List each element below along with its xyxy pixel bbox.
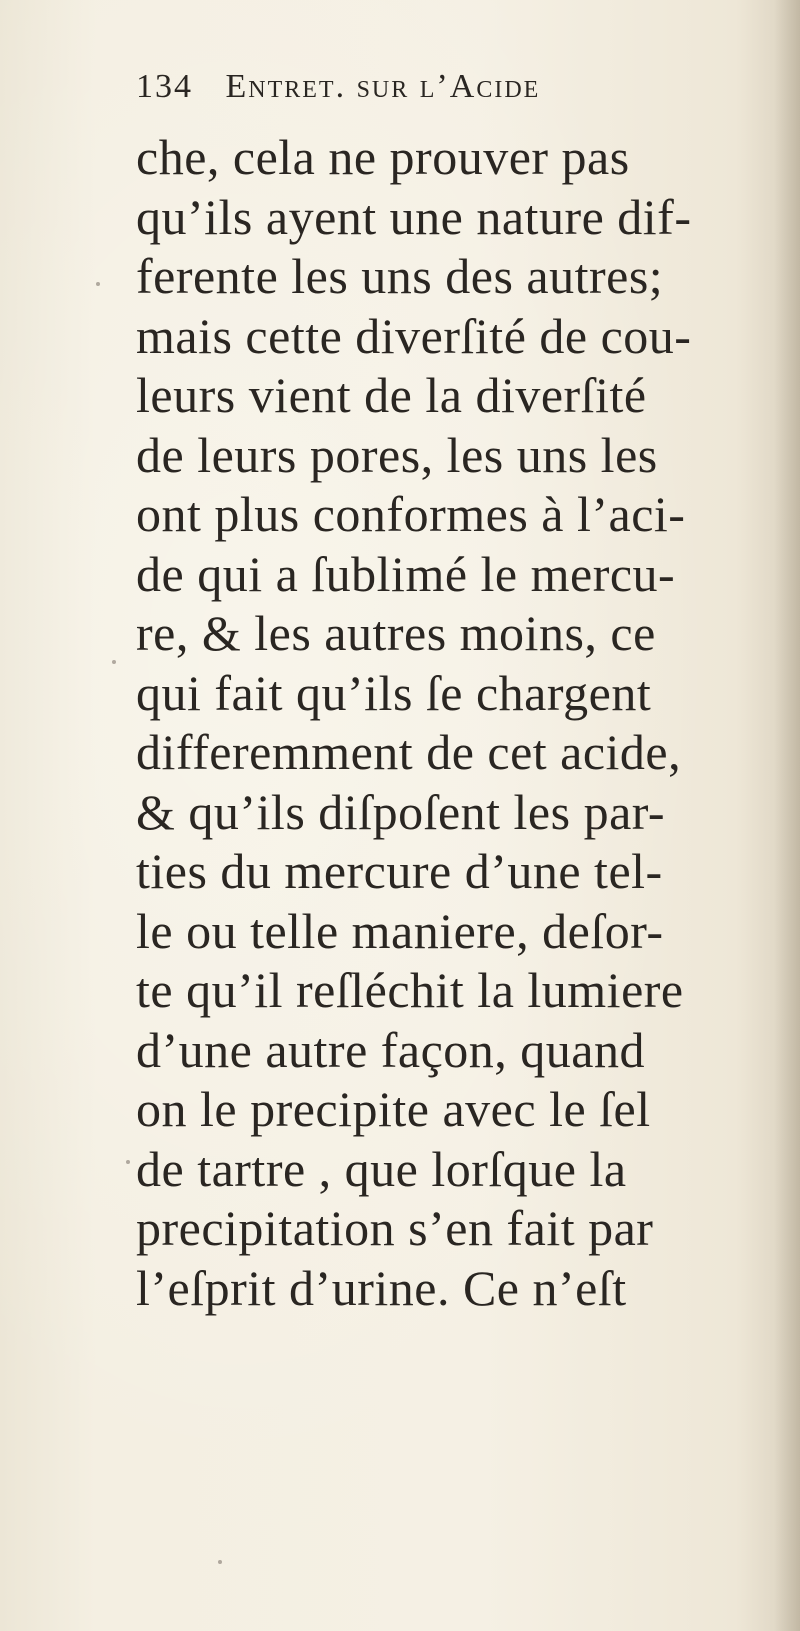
text-line: de leurs pores, les uns les <box>136 426 658 483</box>
text-line: te qu’il reſléchit la lumiere <box>136 962 684 1018</box>
body-text <box>136 128 796 1318</box>
text-line: ont plus conformes à l’aci- <box>136 486 686 542</box>
text-line: ferente les uns des autres; <box>136 248 664 304</box>
running-head <box>136 68 776 106</box>
ink-speck <box>112 660 116 664</box>
text-line: che, cela ne prouver pas <box>136 129 630 185</box>
running-title: Entret. sur l’Acide <box>225 68 541 105</box>
ink-speck <box>126 1160 130 1164</box>
text-line: mais cette diverſité de cou- <box>136 307 692 364</box>
text-line: ties du mercure d’une tel- <box>136 843 663 899</box>
text-line: on le precipite avec le ſel <box>136 1081 651 1137</box>
text-line: qu’ils ayent une nature dif- <box>136 188 692 245</box>
ink-speck <box>218 1560 222 1564</box>
text-line: de tartre , que lorſque la <box>136 1140 627 1197</box>
text-line: le ou telle maniere, deſor- <box>136 902 664 959</box>
page-number: 134 <box>136 68 193 105</box>
text-line: re, & les autres moins, ce <box>136 605 656 661</box>
text-line: qui fait qu’ils ſe chargent <box>136 664 652 721</box>
ink-speck <box>96 282 100 286</box>
text-line: leurs vient de la diverſité <box>136 367 647 423</box>
text-line: l’eſprit d’urine. Ce n’eſt <box>136 1259 627 1316</box>
text-line: differemment de cet acide, <box>136 724 682 780</box>
text-line: de qui a ſublimé le mercu- <box>136 545 676 602</box>
text-line: precipitation s’en fait par <box>136 1200 654 1256</box>
text-line: d’une autre façon, quand <box>136 1021 645 1078</box>
text-line: & qu’ils diſpoſent les par- <box>136 783 666 840</box>
